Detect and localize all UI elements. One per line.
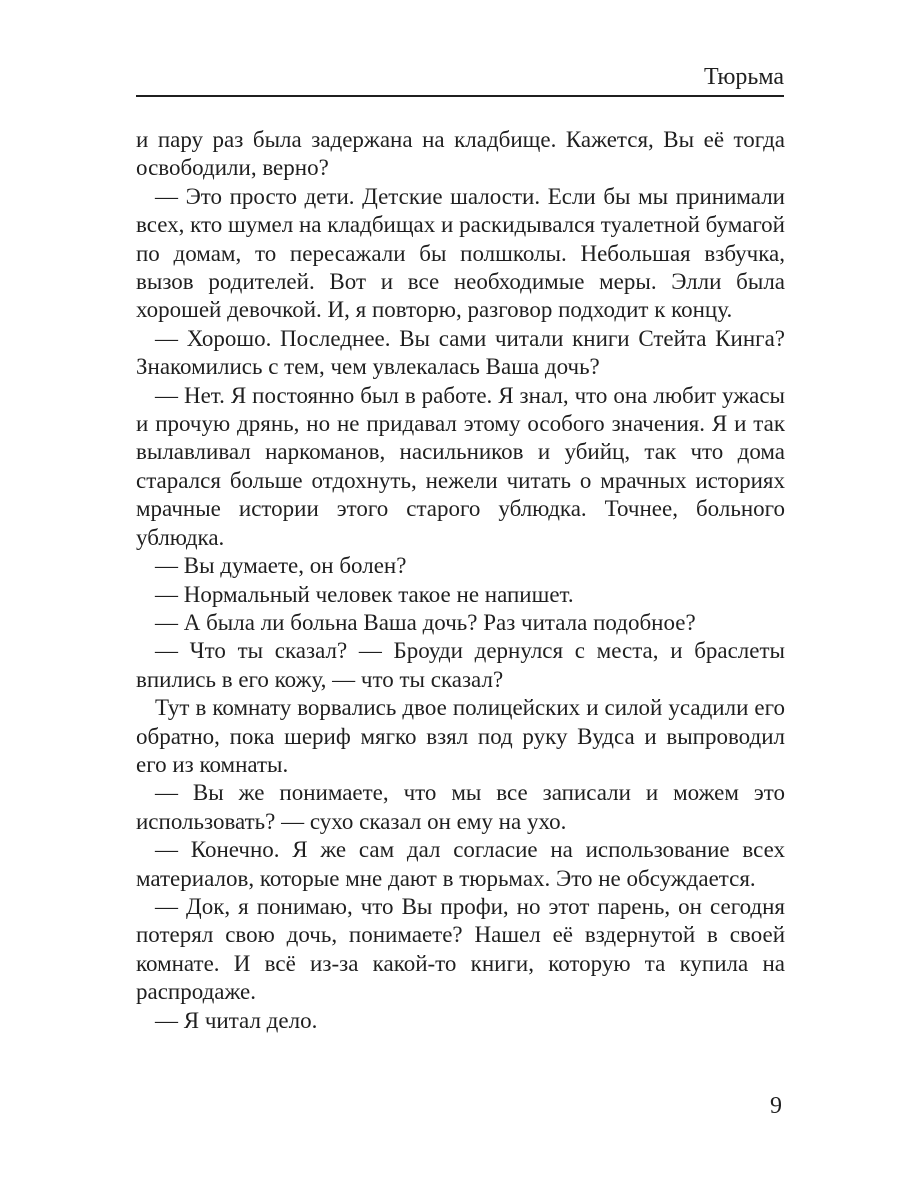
paragraph: Тут в комнату ворвались двое полицейских и силой усадили его обратно, пока шериф мягко взял под руку Вудса и выпроводил его из комнаты.	[136, 695, 785, 777]
running-header	[136, 64, 784, 97]
paragraph: — Нормальный человек такое не напишет.	[155, 581, 574, 607]
running-header-title: Тюрьма	[703, 64, 784, 90]
paragraph: — Что ты сказал? — Броуди дернулся с места, и браслеты впились в его кожу, — что ты сказал?	[136, 638, 785, 692]
page-body	[136, 126, 785, 1035]
paragraph: — Вы думаете, он болен?	[155, 553, 407, 579]
paragraph: и пару раз была задержана на кладбище. Кажется, Вы её тогда освободили, верно?	[136, 127, 785, 181]
paragraph: — Конечно. Я же сам дал согласие на использование всех материалов, которые мне дают в тюрьмах. Это не обсуждается.	[136, 837, 785, 891]
paragraph: — Нет. Я постоянно был в работе. Я знал, что она любит ужасы и прочую дрянь, но не придавал этому особого значения. Я и так вылавливал наркоманов, насильников и убийц, так что дома старался больше отдохнуть, нежели читать о мрачных историях мрачные истории этого старого ублюдка. Точнее, больного ублюдка.	[136, 382, 785, 550]
paragraph: — Я читал дело.	[155, 1007, 318, 1033]
paragraph: — Хорошо. Последнее. Вы сами читали книги Стейта Кинга? Знакомились с тем, чем увлекалась Ваша дочь?	[136, 325, 785, 380]
paragraph: — Вы же понимаете, что мы все записали и можем это использовать? — сухо сказал он ему на ухо.	[136, 780, 785, 834]
paragraph: — Док, я понимаю, что Вы профи, но этот парень, он сегодня потерял свою дочь, понимаете? Нашел её вздернутой в своей комнате. И всё из-за какой-то книги, которую та купила на распродаже.	[136, 893, 785, 1005]
paragraph: — Это просто дети. Детские шалости. Если бы мы принимали всех, кто шумел на кладбищах и раскидывался туалетной бумагой по домам, то пересажали бы полшколы. Небольшая взбучка, вызов родителей. Вот и все необходимые меры. Элли была хорошей девочкой. И, я повторю, разговор подходит к концу.	[136, 183, 785, 323]
page-number: 9	[770, 1093, 782, 1119]
paragraph: — А была ли больна Ваша дочь? Раз читала подобное?	[155, 609, 696, 635]
